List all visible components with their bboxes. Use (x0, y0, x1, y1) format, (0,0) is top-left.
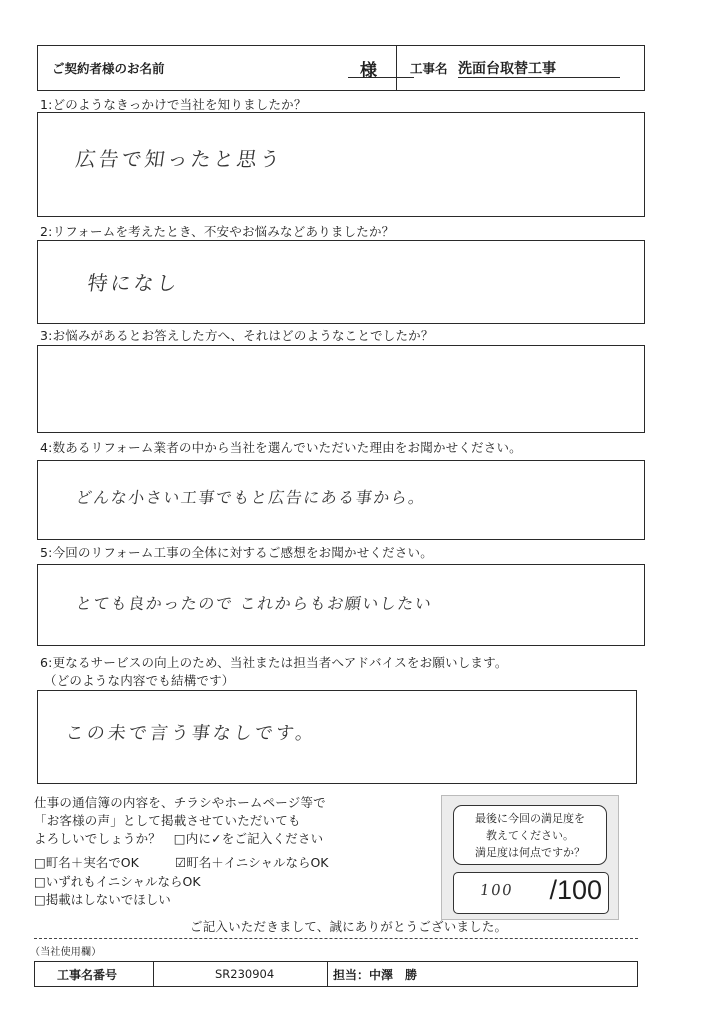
question-5-answer-box (37, 564, 645, 646)
consent-option-all-initials[interactable]: □いずれもイニシャルならOK (34, 874, 201, 889)
question-2-label: 2:リフォームを考えたとき、不安やお悩みなどありましたか？ (40, 224, 395, 239)
question-3-answer-box (37, 345, 645, 433)
work-number-value: SR230904 (215, 967, 275, 981)
question-5-answer: とても良かったので これからもお願いしたい (74, 594, 434, 613)
question-2-answer: 特になし (86, 271, 182, 295)
question-2-answer-box (37, 240, 645, 324)
office-divider (34, 938, 638, 939)
question-6-sublabel: （どのような内容でも結構です） (44, 673, 235, 688)
consent-line-3: よろしいでしょうか？ □内に✓をご記入ください (34, 831, 324, 846)
satisfaction-question-box (453, 805, 607, 865)
question-1-answer: 広告で知ったと思う (74, 147, 285, 171)
thank-you-message: ご記入いただきまして、誠にありがとうございました。 (190, 919, 508, 934)
office-divider-1 (153, 962, 154, 986)
consent-line-2: 「お客様の声」として掲載させていただいても (34, 813, 301, 828)
honorific-sama: 様 (360, 60, 377, 81)
work-name-value: 洗面台取替工事 (458, 61, 556, 77)
work-name-label: 工事名 (410, 61, 448, 76)
question-4-answer-box (37, 460, 645, 540)
question-1-answer-box (37, 112, 645, 217)
customer-name-underline (348, 77, 414, 78)
consent-line-1: 仕事の通信簿の内容を、チラシやホームページ等で (34, 795, 326, 810)
satisfaction-max: /100 (549, 875, 602, 905)
satisfaction-question-line-2: 教えてください。 (486, 829, 574, 842)
satisfaction-score-box[interactable] (453, 872, 609, 914)
office-section-label: （当社使用欄） (30, 947, 102, 958)
question-5-label: 5:今回のリフォーム工事の全体に対するご感想をお聞かせください。 (40, 545, 433, 560)
customer-name-label: ご契約者様のお名前 (52, 61, 165, 76)
header-divider (396, 46, 397, 90)
question-4-label: 4:数あるリフォーム業者の中から当社を選んでいただいた理由をお聞かせください。 (40, 440, 522, 455)
satisfaction-question-line-1: 最後に今回の満足度を (475, 812, 585, 825)
work-name-underline (458, 77, 620, 78)
consent-option-initials-town[interactable]: ☑町名＋イニシャルならOK (175, 855, 329, 870)
office-divider-2 (327, 962, 328, 986)
satisfaction-question-line-3: 満足度は何点ですか？ (475, 846, 585, 859)
header-row (37, 45, 645, 91)
work-number-label: 工事名番号 (57, 967, 118, 982)
office-use-row (34, 961, 638, 987)
question-6-answer-box (37, 690, 637, 784)
satisfaction-score: 100 (478, 881, 515, 899)
question-6-label: 6:更なるサービスの向上のため、当社または担当者へアドバイスをお願いします。 (40, 655, 508, 670)
consent-option-real-name[interactable]: □町名＋実名でOK (34, 855, 139, 870)
consent-option-no-publish[interactable]: □掲載はしないでほしい (34, 892, 171, 907)
satisfaction-panel (441, 795, 619, 920)
question-4-answer: どんな小さい工事でもと広告にある事から。 (74, 488, 428, 507)
question-1-label: 1:どのようなきっかけで当社を知りましたか？ (40, 97, 307, 112)
question-6-answer: この未で言う事なしです。 (64, 723, 318, 744)
question-3-label: 3:お悩みがあるとお答えした方へ、それはどのようなことでしたか？ (40, 328, 434, 343)
staff-in-charge: 担当：中澤 勝 (333, 967, 418, 982)
